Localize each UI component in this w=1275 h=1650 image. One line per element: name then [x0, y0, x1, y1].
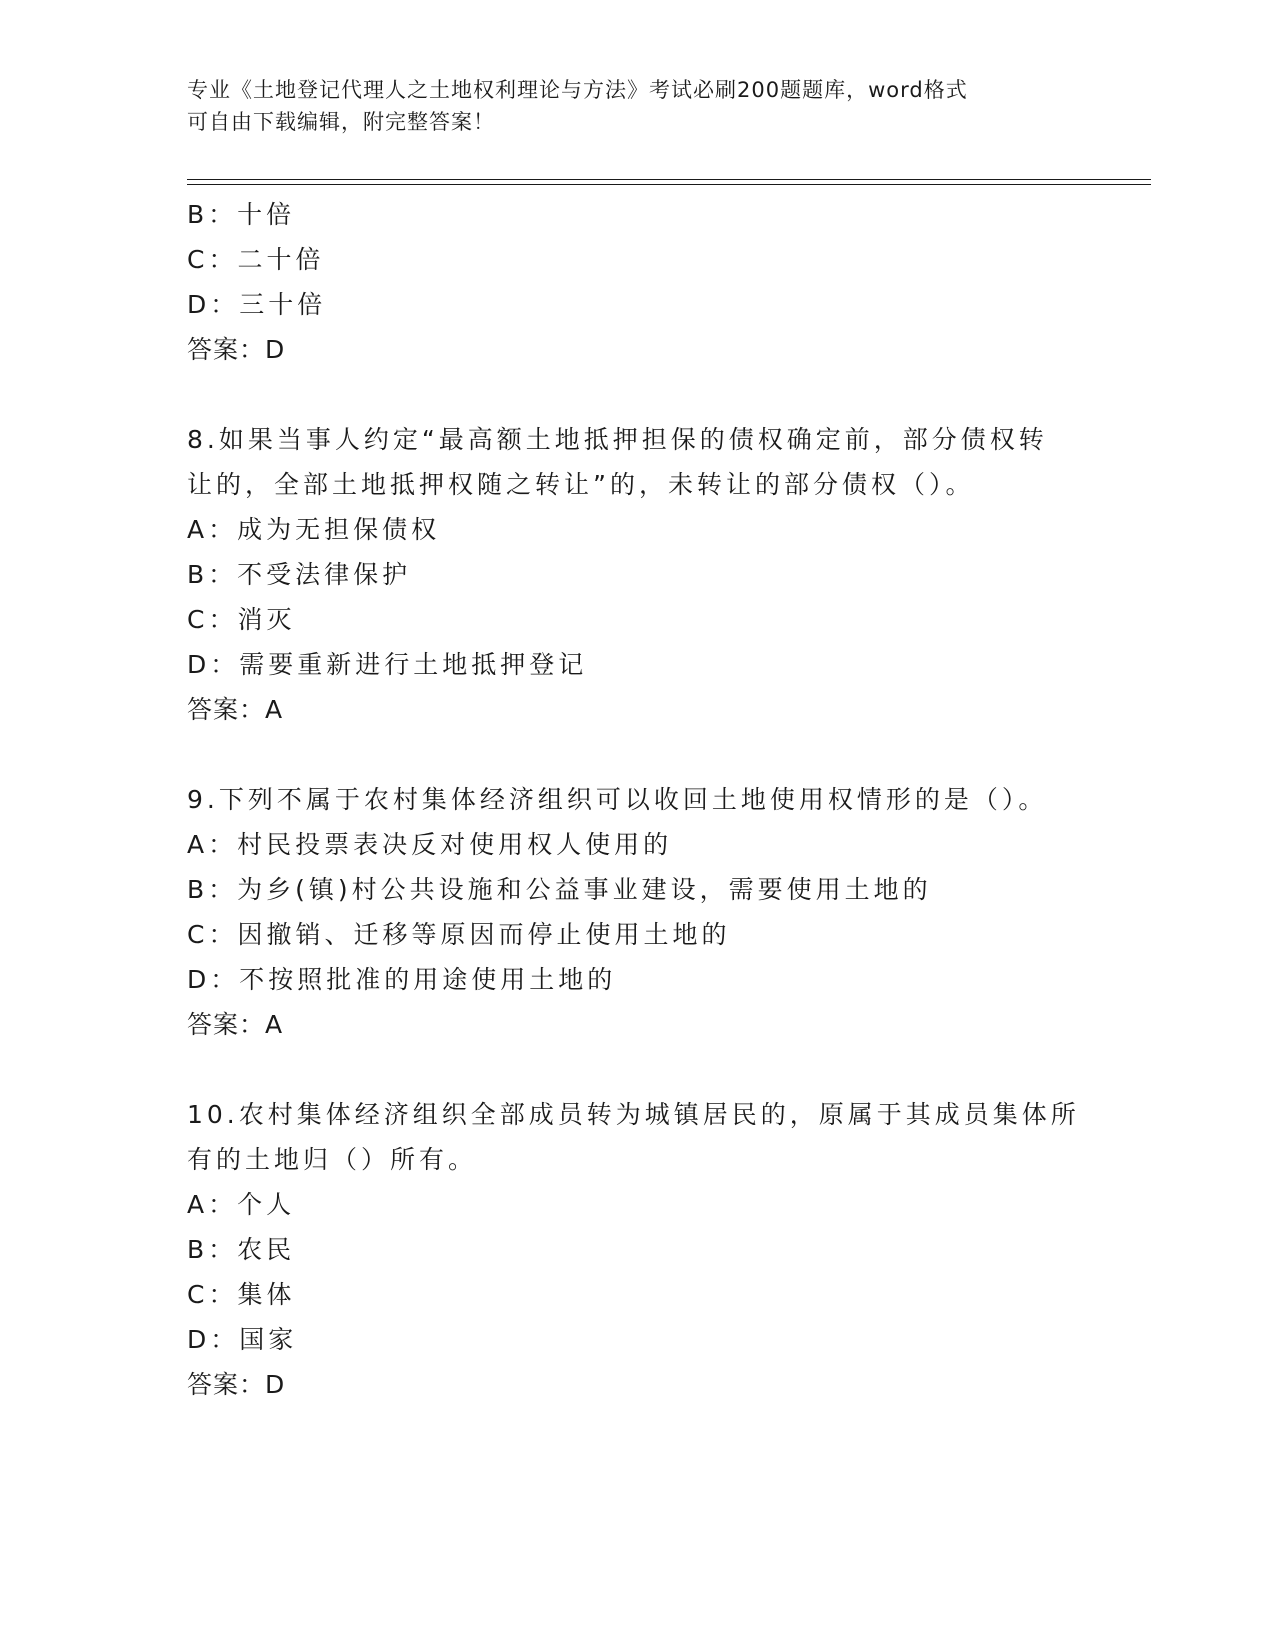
option-c: C：因撤销、迁移等原因而停止使用土地的 [187, 920, 731, 949]
option-d: D：三十倍 [187, 290, 327, 319]
option-a: A：成为无担保债权 [187, 515, 441, 544]
header-line-1: 专业《土地登记代理人之土地权利理论与方法》考试必刷200题题库，word格式 [187, 78, 968, 102]
question-block-7-tail [187, 192, 1087, 372]
answer-line: 答案：D [187, 1370, 286, 1399]
question-text-line-1: 9.下列不属于农村集体经济组织可以收回土地使用权情形的是（）。 [187, 785, 1048, 814]
question-text-line-2: 让的，全部土地抵押权随之转让”的，未转让的部分债权（）。 [187, 470, 975, 499]
question-block-9 [187, 777, 1087, 1047]
header-rule-bottom [187, 184, 1151, 185]
question-text-line-1: 10.农村集体经济组织全部成员转为城镇居民的，原属于其成员集体所 [187, 1100, 1080, 1129]
option-b: B：农民 [187, 1235, 296, 1264]
option-b: B：为乡(镇)村公共设施和公益事业建设，需要使用土地的 [187, 875, 932, 904]
option-d: D：不按照批准的用途使用土地的 [187, 965, 617, 994]
option-a: A：村民投票表决反对使用权人使用的 [187, 830, 673, 859]
document-header [187, 74, 1067, 138]
option-b: B：十倍 [187, 200, 296, 229]
option-a: A：个人 [187, 1190, 296, 1219]
question-list [187, 192, 1087, 1407]
answer-line: 答案：D [187, 335, 286, 364]
answer-line: 答案：A [187, 1010, 284, 1039]
header-rule-top [187, 179, 1151, 180]
option-b: B：不受法律保护 [187, 560, 412, 589]
question-text-line-2: 有的土地归（）所有。 [187, 1145, 478, 1174]
answer-line: 答案：A [187, 695, 284, 724]
option-d: D：需要重新进行土地抵押登记 [187, 650, 588, 679]
question-block-8 [187, 417, 1087, 732]
option-c: C：集体 [187, 1280, 296, 1309]
option-c: C：消灭 [187, 605, 296, 634]
option-c: C：二十倍 [187, 245, 325, 274]
question-block-10 [187, 1092, 1087, 1407]
question-text-line-1: 8.如果当事人约定“最高额土地抵押担保的债权确定前，部分债权转 [187, 425, 1048, 454]
option-d: D：国家 [187, 1325, 298, 1354]
header-line-2: 可自由下载编辑，附完整答案！ [187, 110, 495, 134]
